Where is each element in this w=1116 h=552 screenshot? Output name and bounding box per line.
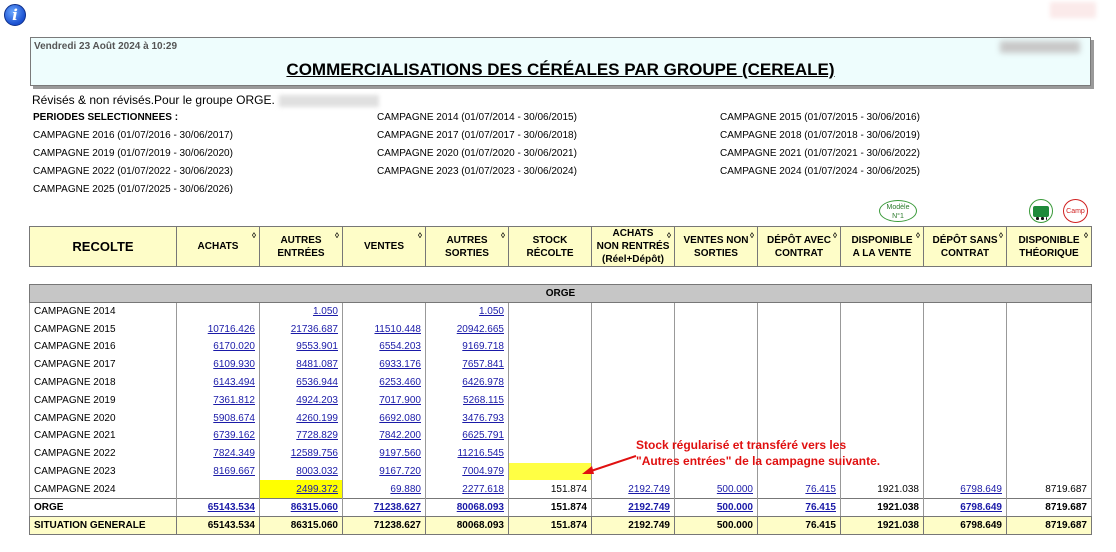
row-label: CAMPAGNE 2022 [30,445,177,463]
row-label: CAMPAGNE 2020 [30,409,177,427]
cell-autres-entrees-link[interactable]: 1.050 [312,306,338,318]
cell-depot-ac-link[interactable]: 76.415 [805,501,836,513]
cell-achats-nr: 2192.749 [592,516,675,534]
redacted-area [279,95,379,107]
cell-stock [509,374,592,392]
cell-achats-link[interactable]: 7824.349 [213,448,255,460]
periods-label: PERIODES SELECTIONNEES : [33,112,179,123]
cell-disp-vente: 1921.038 [841,516,924,534]
cell-ventes-link[interactable]: 6692.080 [379,412,421,424]
cell-autres-sorties [426,356,509,374]
cell-disp-theo: 8719.687 [1007,516,1092,534]
sort-icon[interactable]: ◊ [252,231,256,240]
report-subtitle: Révisés & non révisés.Pour le groupe ORGE. [32,93,379,107]
cell-empty [592,409,675,427]
row-label: CAMPAGNE 2015 [30,320,177,338]
cell-ventes-ns [675,498,758,516]
cell-autres-entrees: 86315.060 [260,516,343,534]
cell-autres-entrees-link[interactable]: 12589.756 [290,448,338,460]
cell-autres-sorties-link[interactable]: 7657.841 [462,359,504,371]
cell-empty [1007,427,1092,445]
cell-depot-sc: 6798.649 [924,516,1007,534]
cell-empty [841,391,924,409]
truck-icon [1033,206,1049,217]
cell-empty [1007,374,1092,392]
col-depot-avec-contrat[interactable]: ◊ DÉPÔT AVEC CONTRAT [758,227,841,267]
cell-depot-sc [924,498,1007,516]
row-label: CAMPAGNE 2017 [30,356,177,374]
cell-autres-entrees [260,409,343,427]
cell-achats-link[interactable]: 8169.667 [213,466,255,478]
cell-ventes [343,356,426,374]
cell-empty [924,463,1007,481]
cell-autres-entrees-link[interactable]: 9553.901 [296,341,338,353]
cell-autres-sorties-link[interactable]: 80068.093 [456,501,504,513]
total-row [30,498,1092,516]
period-item: CAMPAGNE 2023 (01/07/2023 - 30/06/2024) [377,166,577,177]
cell-ventes-link[interactable]: 9167.720 [379,466,421,478]
cell-autres-sorties-link[interactable]: 3476.793 [462,412,504,424]
info-icon[interactable]: i [4,4,26,26]
cell-empty [758,320,841,338]
cell-ventes-link[interactable]: 69.880 [390,483,421,495]
col-depot-sans-contrat[interactable]: ◊ DÉPÔT SANS CONTRAT [924,227,1007,267]
period-item: CAMPAGNE 2016 (01/07/2016 - 30/06/2017) [33,130,233,141]
sort-icon[interactable]: ◊ [750,231,754,240]
cell-ventes: 71238.627 [343,516,426,534]
cell-autres-sorties-link[interactable]: 11216.545 [457,448,504,460]
arrow-icon [580,452,640,476]
cell-empty [1007,409,1092,427]
cell-empty [1007,303,1092,321]
cell-ventes [343,463,426,481]
cell-autres-entrees [260,463,343,481]
cell-stock [509,409,592,427]
cell-empty [924,338,1007,356]
cell-autres-sorties-link[interactable]: 9169.718 [462,341,504,353]
col-autres-entrees[interactable]: ◊ AUTRES ENTRÉES [260,227,343,267]
cell-empty [841,338,924,356]
cell-empty [1007,391,1092,409]
table-row [30,480,1092,498]
cell-autres-entrees [260,427,343,445]
cell-autres-entrees-link[interactable]: 2499.372 [296,483,338,495]
cell-autres-entrees [260,338,343,356]
cell-empty [841,356,924,374]
cell-achats-link[interactable]: 6739.162 [213,430,255,442]
cell-depot-sc-link[interactable]: 6798.649 [960,483,1002,495]
cell-autres-entrees-link[interactable]: 6536.944 [296,377,338,389]
col-recolte: RECOLTE [30,227,177,267]
cell-autres-sorties [426,480,509,498]
cell-achats [177,374,260,392]
cell-achats [177,409,260,427]
camp-button[interactable]: Camp [1063,199,1088,223]
cell-ventes [343,498,426,516]
cell-depot-ac [758,480,841,498]
row-label: CAMPAGNE 2018 [30,374,177,392]
period-item: CAMPAGNE 2018 (01/07/2018 - 30/06/2019) [720,130,920,141]
table-row [30,427,1092,445]
truck-button[interactable] [1029,199,1053,223]
cell-achats [177,303,260,321]
cell-autres-sorties-link[interactable]: 1.050 [478,306,504,318]
cell-autres-entrees [260,480,343,498]
cell-ventes [343,374,426,392]
cell-ventes [343,338,426,356]
model-button[interactable]: Modèle N°1 [879,200,917,222]
row-label: CAMPAGNE 2024 [30,480,177,498]
cell-stock [509,303,592,321]
period-item: CAMPAGNE 2022 (01/07/2022 - 30/06/2023) [33,166,233,177]
cell-achats [177,320,260,338]
cell-achats-link[interactable]: 10716.426 [207,323,255,335]
period-item: CAMPAGNE 2014 (01/07/2014 - 30/06/2015) [377,112,577,123]
cell-autres-sorties-link[interactable]: 7004.979 [462,466,504,478]
cell-empty [592,356,675,374]
cell-achats-link[interactable]: 6170.020 [213,341,255,353]
col-achats-non-rentres[interactable]: ◊ ACHATS NON RENTRÉS (Réel+Dépôt) [592,227,675,267]
page-title: COMMERCIALISATIONS DES CÉRÉALES PAR GROUPE (CEREALE) [286,60,835,79]
cell-achats-nr [592,498,675,516]
sort-icon[interactable]: ◊ [667,231,671,240]
cell-empty [758,409,841,427]
cell-autres-entrees-link[interactable]: 4924.203 [296,394,338,406]
cell-achats-link[interactable]: 5908.674 [213,412,255,424]
cell-empty [675,356,758,374]
cell-achats-link[interactable]: 6143.494 [213,377,255,389]
cell-autres-sorties-link[interactable]: 5268.115 [463,394,504,406]
cell-ventes-link[interactable]: 9197.560 [379,448,421,460]
cell-depot-sc-link[interactable]: 6798.649 [960,501,1002,513]
cell-empty [1007,320,1092,338]
cell-achats-nr [592,480,675,498]
cell-autres-sorties [426,374,509,392]
cell-achats-nr-link[interactable]: 2192.749 [628,501,670,513]
cell-ventes-ns: 500.000 [675,516,758,534]
cell-autres-entrees [260,356,343,374]
cell-empty [841,320,924,338]
cell-ventes-ns [675,480,758,498]
cell-depot-ac-link[interactable]: 76.415 [805,483,836,495]
cell-autres-sorties [426,463,509,481]
cell-disp-vente: 1921.038 [841,480,924,498]
cell-stock: 151.874 [509,516,592,534]
cell-stock: 151.874 [509,498,592,516]
cell-ventes-link[interactable]: 71238.627 [373,501,421,513]
cell-empty [924,427,1007,445]
cell-stock [509,391,592,409]
commercialisation-table [29,226,1092,535]
cell-empty [924,391,1007,409]
table-row [30,303,1092,321]
cell-autres-sorties-link[interactable]: 2277.618 [462,483,504,495]
cell-ventes [343,427,426,445]
cell-ventes-link[interactable]: 6253.460 [379,377,421,389]
col-stock-recolte: STOCK RÉCOLTE [509,227,592,267]
cell-autres-entrees-link[interactable]: 21736.687 [290,323,338,335]
cell-ventes-link[interactable]: 7842.200 [379,430,421,442]
cell-ventes [343,303,426,321]
cell-empty [841,374,924,392]
row-label: CAMPAGNE 2019 [30,391,177,409]
col-ventes[interactable]: ◊ VENTES [343,227,426,267]
cell-autres-entrees [260,374,343,392]
table-row [30,356,1092,374]
cell-empty [675,303,758,321]
cell-achats [177,338,260,356]
cell-autres-entrees [260,320,343,338]
cell-autres-sorties [426,445,509,463]
cell-empty [924,374,1007,392]
cell-autres-sorties [426,498,509,516]
period-item: CAMPAGNE 2017 (01/07/2017 - 30/06/2018) [377,130,577,141]
cell-empty [758,356,841,374]
cell-empty [758,374,841,392]
cell-autres-entrees-link[interactable]: 8003.032 [296,466,338,478]
cell-depot-sc [924,480,1007,498]
col-autres-sorties[interactable]: ◊ AUTRES SORTIES [426,227,509,267]
cell-autres-sorties [426,409,509,427]
annotation-note: Stock régularisé et transféré vers les "Autres entrées" de la campagne suivante. [636,438,881,468]
row-label: SITUATION GENERALE [30,516,177,534]
cell-autres-sorties-link[interactable]: 6625.791 [462,430,504,442]
cell-empty [592,374,675,392]
table-row [30,374,1092,392]
cell-empty [924,409,1007,427]
cell-autres-entrees [260,445,343,463]
redacted-area [1000,41,1080,53]
cell-autres-entrees-link[interactable]: 4260.199 [296,412,338,424]
cell-stock [509,356,592,374]
period-item: CAMPAGNE 2021 (01/07/2021 - 30/06/2022) [720,148,920,159]
cell-autres-entrees-link[interactable]: 8481.087 [296,359,338,371]
row-label: CAMPAGNE 2023 [30,463,177,481]
cell-ventes-link[interactable]: 11510.448 [374,323,421,335]
cell-ventes [343,320,426,338]
table-row [30,338,1092,356]
cell-autres-sorties [426,427,509,445]
col-ventes-non-sorties[interactable]: ◊ VENTES NON SORTIES [675,227,758,267]
cell-ventes-ns-link[interactable]: 500.000 [716,483,753,495]
cell-empty [924,303,1007,321]
cell-achats [177,480,260,498]
cell-empty [1007,445,1092,463]
cell-empty [758,338,841,356]
cell-ventes [343,480,426,498]
sort-icon[interactable]: ◊ [501,231,505,240]
cell-empty [758,303,841,321]
cell-achats [177,463,260,481]
table-row [30,320,1092,338]
cell-achats [177,391,260,409]
cell-stock [509,338,592,356]
group-header: ORGE [30,285,1092,303]
cell-ventes-ns-link[interactable]: 500.000 [716,501,753,513]
col-disponible-theorique[interactable]: ◊ DISPONIBLE THÉORIQUE [1007,227,1092,267]
cell-autres-sorties: 80068.093 [426,516,509,534]
cell-disp-theo: 8719.687 [1007,480,1092,498]
sort-icon[interactable]: ◊ [1084,231,1088,240]
cell-empty [841,409,924,427]
sort-icon[interactable]: ◊ [916,231,920,240]
cell-empty [675,338,758,356]
cell-empty [924,320,1007,338]
row-label: CAMPAGNE 2014 [30,303,177,321]
cell-autres-sorties [426,303,509,321]
period-item: CAMPAGNE 2019 (01/07/2019 - 30/06/2020) [33,148,233,159]
cell-empty [592,391,675,409]
cell-depot-ac: 76.415 [758,516,841,534]
cell-stock [509,320,592,338]
cell-ventes [343,391,426,409]
cell-ventes-link[interactable]: 6554.203 [379,341,421,353]
cell-autres-sorties [426,320,509,338]
cell-empty [675,409,758,427]
cell-achats: 65143.534 [177,516,260,534]
cell-ventes-link[interactable]: 7017.900 [379,394,421,406]
cell-achats [177,427,260,445]
cell-empty [592,320,675,338]
cell-ventes [343,409,426,427]
cell-empty [1007,338,1092,356]
col-achats[interactable]: ◊ ACHATS [177,227,260,267]
cell-autres-entrees [260,498,343,516]
cell-autres-sorties [426,391,509,409]
cell-autres-sorties-link[interactable]: 6426.978 [462,377,504,389]
cell-achats-link[interactable]: 6109.930 [213,359,255,371]
sort-icon[interactable]: ◊ [833,231,837,240]
table-row [30,409,1092,427]
report-date: Vendredi 23 Août 2024 à 10:29 [34,41,178,52]
cell-empty [675,391,758,409]
report-header [30,37,1091,86]
cell-autres-sorties-link[interactable]: 20942.665 [456,323,504,335]
cell-achats [177,356,260,374]
cell-empty [592,338,675,356]
sort-icon[interactable]: ◊ [418,231,422,240]
cell-empty [924,356,1007,374]
cell-achats [177,445,260,463]
cell-achats-link[interactable]: 65143.534 [207,501,255,513]
period-item: CAMPAGNE 2025 (01/07/2025 - 30/06/2026) [33,184,233,195]
period-item: CAMPAGNE 2020 (01/07/2020 - 30/06/2021) [377,148,577,159]
cell-autres-entrees [260,391,343,409]
redacted-area [1050,2,1096,18]
cell-empty [924,445,1007,463]
cell-empty [675,374,758,392]
table-row [30,391,1092,409]
cell-autres-entrees-link[interactable]: 7728.829 [296,430,338,442]
period-item: CAMPAGNE 2015 (01/07/2015 - 30/06/2016) [720,112,920,123]
cell-autres-entrees-link[interactable]: 86315.060 [290,501,338,513]
cell-autres-entrees [260,303,343,321]
cell-ventes [343,445,426,463]
table-row [30,463,1092,481]
row-label: CAMPAGNE 2021 [30,427,177,445]
cell-achats-nr-link[interactable]: 2192.749 [628,483,670,495]
cell-autres-sorties [426,338,509,356]
cell-stock: 151.874 [509,480,592,498]
sort-icon[interactable]: ◊ [335,231,339,240]
col-disponible-vente[interactable]: ◊ DISPONIBLE A LA VENTE [841,227,924,267]
sort-icon[interactable]: ◊ [999,231,1003,240]
period-item: CAMPAGNE 2024 (01/07/2024 - 30/06/2025) [720,166,920,177]
cell-empty [1007,463,1092,481]
row-label: ORGE [30,498,177,516]
cell-achats-link[interactable]: 7361.812 [213,394,255,406]
cell-empty [675,320,758,338]
cell-ventes-link[interactable]: 6933.176 [379,359,421,371]
cell-depot-ac [758,498,841,516]
row-label: CAMPAGNE 2016 [30,338,177,356]
cell-empty [841,303,924,321]
cell-empty [1007,356,1092,374]
cell-stock [509,427,592,445]
table-row [30,445,1092,463]
cell-empty [592,303,675,321]
cell-disp-vente: 1921.038 [841,498,924,516]
cell-achats [177,498,260,516]
cell-empty [758,391,841,409]
general-row [30,516,1092,534]
cell-disp-theo: 8719.687 [1007,498,1092,516]
